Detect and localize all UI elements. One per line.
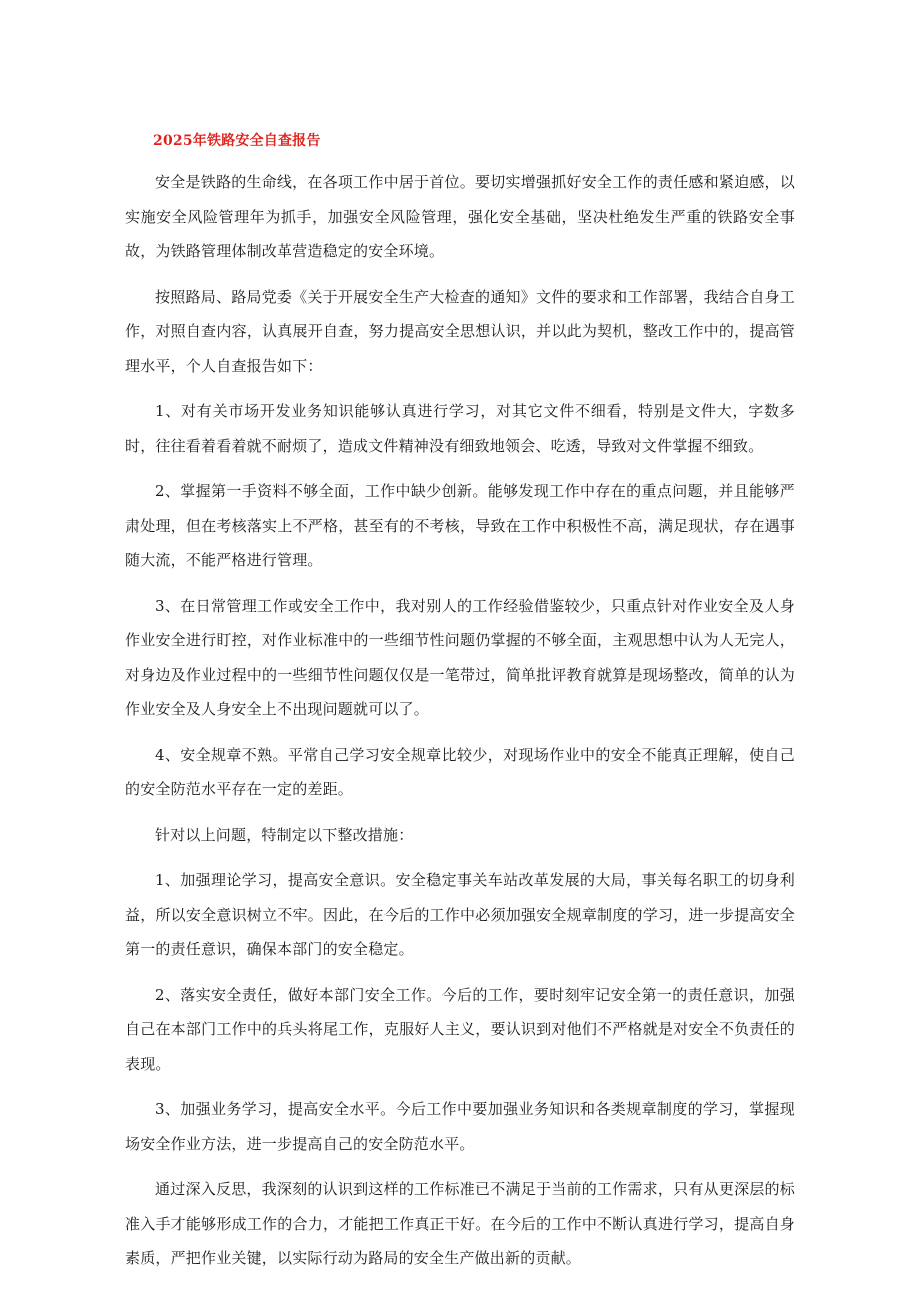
paragraph-issue-3: 3、在日常管理工作或安全工作中，我对别人的工作经验借鉴较少，只重点针对作业安全及人身作业安全进行盯控，对作业标准中的一些细节性问题仍掌握的不够全面，主观思想中认为人无完人，对身边及作业过程中的一些细节性问题仅仅是一笔带过，简单批评教育就算是现场整改，简单的认为作业安全及人身安全上不出现问题就可以了。 [125, 596, 795, 718]
paragraph-measure-1: 1、加强理论学习，提高安全意识。安全稳定事关车站改革发展的大局，事关每名职工的切身利益，所以安全意识树立不牢。因此，在今后的工作中必须加强安全规章制度的学习，进一步提高安全第一的责任意识，确保本部门的安全稳定。 [125, 871, 795, 958]
paragraph-issue-4: 4、安全规章不熟。平常自己学习安全规章比较少，对现场作业中的安全不能真正理解，使自己的安全防范水平存在一定的差距。 [125, 745, 795, 798]
document-title: 2025年铁路安全自查报告 [153, 133, 321, 149]
document-body [125, 127, 795, 1287]
paragraph-measure-2: 2、落实安全责任，做好本部门安全工作。今后的工作，要时刻牢记安全第一的责任意识，加强自己在本部门工作中的兵头将尾工作，克服好人主义，要认识到对他们不严格就是对安全不负责任的表现。 [125, 985, 795, 1073]
paragraph-intro: 安全是铁路的生命线，在各项工作中居于首位。要切实增强抓好安全工作的责任感和紧迫感，以实施安全风险管理年为抓手，加强安全风险管理，强化安全基础，坚决杜绝发生严重的铁路安全事故，为铁路管理体制改革营造稳定的安全环境。 [125, 173, 795, 260]
paragraph-conclusion: 通过深入反思，我深刻的认识到这样的工作标准已不满足于当前的工作需求，只有从更深层的标准入手才能够形成工作的合力，才能把工作真正干好。在今后的工作中不断认真进行学习，提高自身素质，严把作业关键，以实际行动为路局的安全生产做出新的贡献。 [125, 1180, 795, 1267]
paragraph-basis: 按照路局、路局党委《关于开展安全生产大检查的通知》文件的要求和工作部署，我结合自身工作，对照自查内容，认真展开自查，努力提高安全思想认识，并以此为契机，整改工作中的，提高管理水平，个人自查报告如下： [125, 287, 795, 375]
paragraph-issue-1: 1、对有关市场开发业务知识能够认真进行学习，对其它文件不细看，特别是文件大，字数多时，往往看着看着就不耐烦了，造成文件精神没有细致地领会、吃透，导致对文件掌握不细致。 [125, 402, 795, 455]
paragraph-measures-intro: 针对以上问题，特制定以下整改措施： [155, 825, 414, 844]
paragraph-measure-3: 3、加强业务学习，提高安全水平。今后工作中要加强业务知识和各类规章制度的学习，掌握现场安全作业方法，进一步提高自己的安全防范水平。 [125, 1100, 795, 1153]
paragraph-issue-2: 2、掌握第一手资料不够全面，工作中缺少创新。能够发现工作中存在的重点问题，并且能够严肃处理，但在考核落实上不严格，甚至有的不考核，导致在工作中积极性不高，满足现状，存在遇事随大流，不能严格进行管理。 [125, 482, 795, 569]
